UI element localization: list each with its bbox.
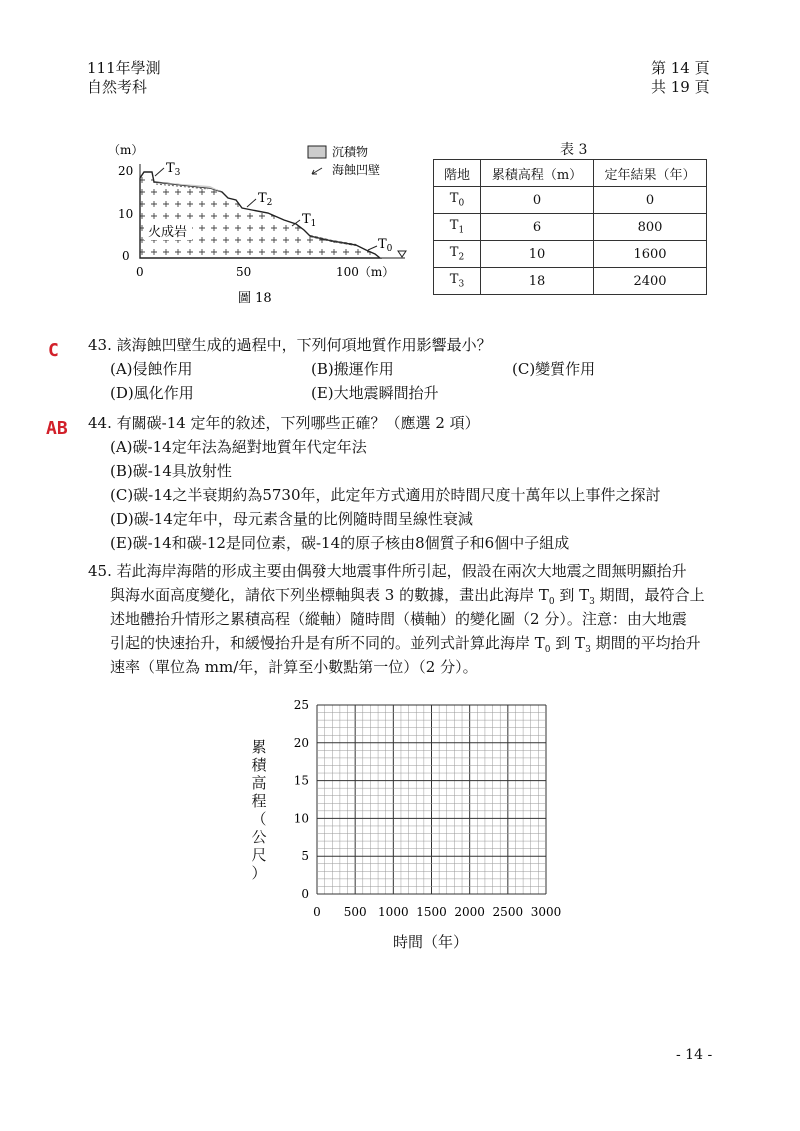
x-tick-label: 500: [343, 905, 367, 919]
figure-caption: 圖 18: [238, 291, 272, 306]
figure-18: [100, 138, 420, 310]
sea-level-icon: [398, 251, 406, 257]
question-45-line4: 引起的快速抬升，和緩慢抬升是有所不同的。並列式計算此海岸 $T_0$ 到 $T_3$ 期間的平均抬升: [110, 634, 701, 655]
x-tick: 0: [136, 265, 144, 279]
table-cell: 6: [481, 214, 594, 241]
question-45-line2: 與海水面高度變化，請依下列坐標軸與表 3 的數據，畫出此海岸 $T_0$ 到 $T_3$ 期間，最符合上: [110, 586, 705, 607]
table-cell: 800: [594, 214, 707, 241]
table-cell: $T_1$: [434, 214, 481, 241]
table-row: [434, 268, 707, 295]
option-44-e: (E)碳-14和碳-12是同位素，碳-14的原子核由8個質子和6個中子組成: [110, 534, 570, 552]
terrace-label-t3: $T_3$: [166, 161, 181, 178]
question-45-line5: 速率（單位為 mm/年，計算至小數點第一位）（2 分）。: [110, 658, 478, 676]
total-pages: 共 19 頁: [651, 78, 710, 96]
question-45-line3: 述地體抬升情形之累積高程（縱軸）隨時間（橫軸）的變化圖（2 分）。注意：由大地震: [110, 610, 687, 628]
leader-line: [155, 168, 164, 176]
option-44-d: (D)碳-14定年中，母元素含量的比例隨時間呈線性衰減: [110, 510, 473, 528]
x-unit-label: 100（m）: [336, 265, 395, 279]
x-tick-label: 0: [313, 905, 321, 919]
grid-tick-labels: [294, 698, 562, 919]
option-43-e: (E)大地震瞬間抬升: [311, 384, 439, 402]
y-tick: 0: [122, 249, 130, 263]
x-tick-label: 2500: [492, 905, 524, 919]
terrace-label-t0: $T_0$: [378, 237, 393, 254]
y-tick: 10: [118, 207, 134, 221]
table-row: [434, 214, 707, 241]
question-45-line1: 45. 若此海岸海階的形成主要由偶發大地震事件所引起，假設在兩次大地震之間無明顯抬升: [88, 562, 687, 580]
table-cell: 10: [481, 241, 594, 268]
y-tick-label: 25: [293, 698, 309, 712]
table-cell: $T_3$: [434, 268, 481, 295]
y-tick-label: 15: [293, 773, 309, 788]
table-row: [434, 241, 707, 268]
answer-mark-43: C: [48, 340, 59, 361]
y-tick-label: 0: [301, 887, 309, 901]
terrace-label-t2: $T_2$: [258, 191, 273, 208]
table-cell: 2400: [594, 268, 707, 295]
grid-x-label: 時間（年）: [393, 933, 469, 951]
rock-label: 火成岩: [148, 225, 188, 240]
leader-line: [247, 199, 256, 207]
option-44-b: (B)碳-14具放射性: [110, 462, 232, 480]
footer-page-number: - 14 -: [676, 1047, 713, 1063]
option-43-d: (D)風化作用: [110, 384, 194, 402]
table-cell: 1600: [594, 241, 707, 268]
answer-mark-44: AB: [46, 418, 68, 439]
table-header: 階地: [434, 160, 481, 187]
table-row: [434, 187, 707, 214]
table-cell: 0: [594, 187, 707, 214]
notch-arrow-icon: [312, 168, 322, 174]
table-header: 定年結果（年）: [594, 160, 707, 187]
y-tick-label: 10: [293, 811, 309, 826]
x-tick-label: 1500: [416, 905, 447, 919]
subject-title: 自然考科: [87, 78, 148, 96]
x-tick: 50: [236, 265, 252, 279]
igneous-rock-profile: [140, 172, 380, 258]
option-44-a: (A)碳-14定年法為絕對地質年代定年法: [110, 438, 367, 456]
terrace-label-t1: $T_1$: [302, 212, 317, 229]
y-tick: 20: [118, 164, 134, 178]
y-unit-label: （m）: [108, 143, 144, 157]
page-number: 第 14 頁: [651, 59, 710, 77]
table-cell: $T_2$: [434, 241, 481, 268]
x-tick-label: 2000: [454, 905, 485, 919]
legend-notch-label: 海蝕凹壁: [332, 163, 381, 177]
table-header: 累積高程（m）: [481, 160, 594, 187]
y-tick-label: 5: [301, 849, 309, 864]
option-43-a: (A)侵蝕作用: [110, 360, 193, 378]
table-title: 表 3: [560, 142, 588, 158]
x-tick-label: 3000: [530, 905, 562, 919]
exam-title: 111年學測: [87, 59, 161, 77]
table-cell: 0: [481, 187, 594, 214]
option-44-c: (C)碳-14之半衰期約為5730年，此定年方式適用於時間尺度十萬年以上事件之探討: [110, 486, 661, 504]
x-tick-label: 1000: [378, 905, 409, 919]
question-43: 43. 該海蝕凹壁生成的過程中，下列何項地質作用影響最小？: [88, 336, 492, 354]
grid-y-label: 累 積 高 程 （ 公 尺 ）: [251, 738, 267, 882]
table-cell: $T_0$: [434, 187, 481, 214]
y-tick-label: 20: [293, 735, 309, 750]
table-cell: 18: [481, 268, 594, 295]
option-43-b: (B)搬運作用: [311, 360, 394, 378]
question-44: 44. 有關碳-14 定年的敘述，下列哪些正確？（應選 2 項）: [88, 414, 480, 432]
leader-line: [368, 246, 377, 250]
legend-sediment-label: 沉積物: [332, 145, 369, 159]
option-43-c: (C)變質作用: [512, 360, 596, 378]
table-3: [433, 159, 707, 295]
grid-lines: [317, 705, 546, 894]
table-header-row: [434, 160, 707, 187]
answer-grid-chart[interactable]: [270, 695, 580, 955]
legend-sediment-swatch: [308, 146, 326, 158]
